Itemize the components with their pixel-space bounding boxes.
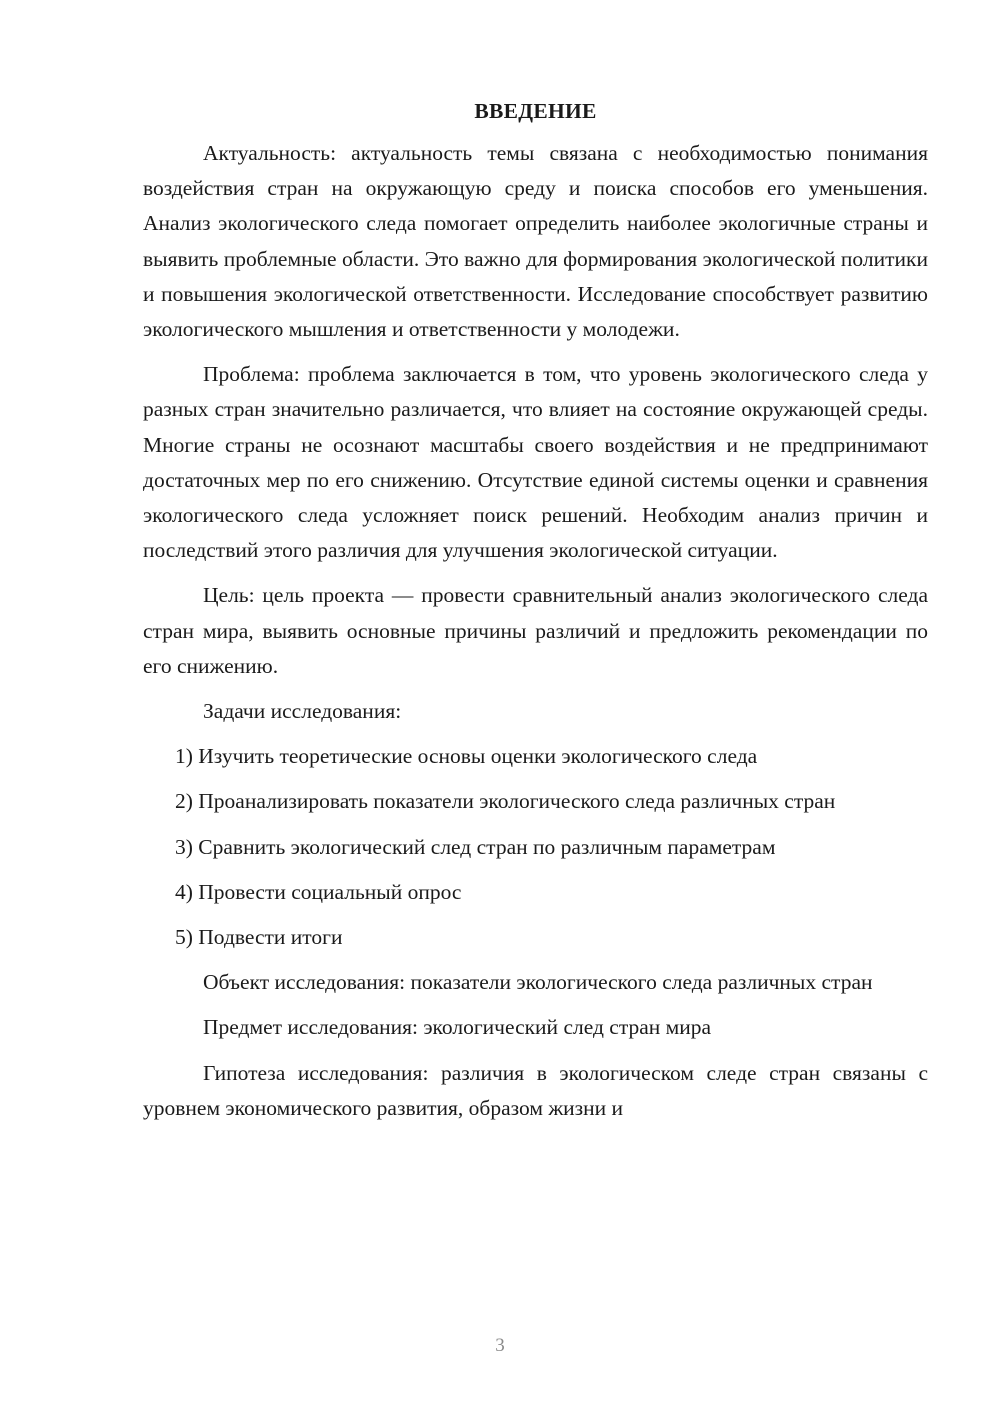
task-item: 1) Изучить теоретические основы оценки экологического следа	[175, 744, 758, 769]
tasks-heading: Задачи исследования:	[203, 699, 402, 724]
section-title: ВВЕДЕНИЕ	[474, 99, 597, 123]
document-page	[143, 96, 928, 1136]
object-paragraph: Объект исследования: показатели экологического следа различных стран	[203, 970, 873, 995]
task-item: 2) Проанализировать показатели экологического следа различных стран	[175, 789, 836, 814]
subject-paragraph: Предмет исследования: экологический след стран мира	[203, 1015, 712, 1040]
task-item: 3) Сравнить экологический след стран по различным параметрам	[175, 834, 776, 859]
relevance-paragraph: Актуальность: актуальность темы связана с необходимостью понимания воздействия стран на окружающую среду и поиска способов его уменьшения. Анализ экологического следа помогает определить наиболее экологичные страны и выявить проблемные области. Это важно для формирования экологической политики и повышения экологической ответственности. Исследование способствует развитию экологического мышления и ответственности у молодежи.	[143, 141, 928, 342]
hypothesis-paragraph: Гипотеза исследования: различия в экологическом следе стран связаны с уровнем экономического развития, образом жизни и	[143, 1060, 928, 1120]
page-number: 3	[495, 1335, 505, 1356]
task-item: 4) Провести социальный опрос	[175, 879, 462, 904]
task-item: 5) Подвести итоги	[175, 925, 343, 950]
goal-paragraph: Цель: цель проекта — провести сравнительный анализ экологического следа стран мира, выявить основные причины различий и предложить рекомендации по его снижению.	[143, 583, 928, 678]
problem-paragraph: Проблема: проблема заключается в том, что уровень экологического следа у разных стран значительно различается, что влияет на состояние окружающей среды. Многие страны не осознают масштабы своего воздействия и не предпринимают достаточных мер по его снижению. Отсутствие единой системы оценки и сравнения экологического следа усложняет поиск решений. Необходим анализ причин и последствий этого различия для улучшения экологической ситуации.	[143, 362, 928, 563]
